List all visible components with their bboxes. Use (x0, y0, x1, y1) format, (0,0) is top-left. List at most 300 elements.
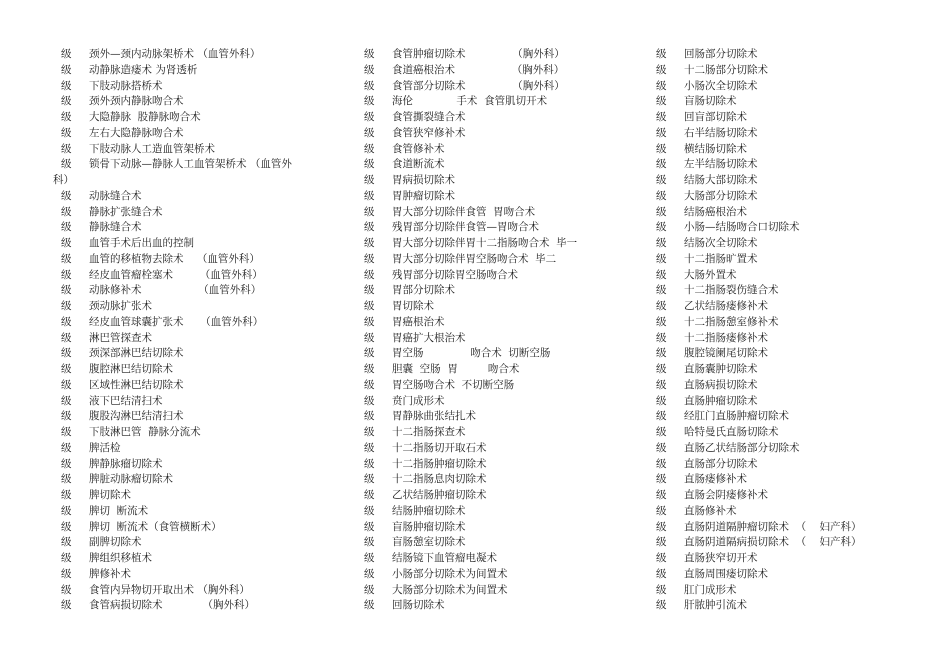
grade-label: 级 (656, 268, 667, 281)
procedure-name: 胃大部分切除伴胃空肠吻合术 毕二 (392, 252, 557, 265)
grade-label: 级 (364, 441, 375, 454)
grade-label: 级 (364, 599, 375, 612)
procedure-name: 大肠部分切除术为间置术 (392, 583, 508, 596)
grade-label: 级 (61, 95, 72, 108)
procedure-name: 直肠肿瘤切除术 (684, 394, 758, 407)
procedure-row (53, 583, 338, 599)
procedure-row (648, 457, 933, 473)
grade-label: 级 (61, 520, 72, 533)
procedure-row (356, 583, 641, 599)
grade-label: 级 (364, 347, 375, 360)
grade-label: 级 (61, 331, 72, 344)
procedure-name: 直肠部分切除术 (684, 457, 758, 470)
grade-label: 级 (656, 284, 667, 297)
grade-label: 级 (61, 457, 72, 470)
grade-label: 级 (364, 79, 375, 92)
procedure-row (648, 299, 933, 315)
procedure-name: 食管病损切除术 （胸外科） (89, 599, 256, 612)
procedure-name: 大肠外置术 (684, 268, 737, 281)
procedure-name: 乙状结肠肿瘤切除术 (392, 489, 487, 501)
procedure-row (648, 236, 933, 252)
grade-label: 级 (656, 48, 667, 60)
grade-label: 级 (364, 536, 375, 549)
grade-label: 级 (364, 331, 375, 344)
procedure-row (53, 220, 338, 236)
procedure-name: 回盲部切除术 (684, 111, 747, 123)
procedure-row (356, 520, 641, 536)
grade-label: 级 (364, 473, 375, 486)
column-1 (53, 47, 338, 614)
grade-label: 级 (364, 410, 375, 423)
procedure-name: 胃病损切除术 (392, 174, 455, 186)
grade-label: 级 (656, 394, 667, 407)
grade-label: 级 (364, 126, 375, 139)
procedure-row (648, 315, 933, 331)
procedure-name: 肝脓肿引流术 (684, 599, 747, 612)
procedure-row (53, 142, 338, 158)
procedure-row (648, 504, 933, 520)
grade-label: 级 (364, 363, 375, 375)
procedure-name: 胃空肠 吻合术 切断空肠 (392, 347, 551, 360)
grade-label: 级 (656, 567, 667, 580)
grade-label: 级 (61, 426, 72, 438)
procedure-name: 颈深部淋巴结切除术 (89, 347, 184, 360)
procedure-row (356, 425, 641, 441)
procedure-name-continuation: 科） (53, 174, 74, 186)
procedure-name: 十二指肠肿瘤切除术 (392, 457, 487, 470)
procedure-name: 食道断流术 (392, 158, 445, 171)
procedure-row (53, 94, 338, 110)
grade-label: 级 (61, 126, 72, 139)
grade-label: 级 (364, 583, 375, 596)
grade-label: 级 (61, 237, 72, 249)
grade-label: 级 (61, 79, 72, 92)
procedure-name: 结肠大部切除术 (684, 174, 758, 186)
grade-label: 级 (656, 426, 667, 438)
procedure-name: 胆囊 空肠 胃 吻合术 (392, 363, 520, 375)
procedure-row (356, 252, 641, 268)
procedure-name: 静脉缝合术 (89, 221, 142, 234)
procedure-name: 液下巴结清扫术 (89, 394, 163, 407)
grade-label: 级 (364, 142, 375, 155)
procedure-row (356, 457, 641, 473)
procedure-row (53, 362, 338, 378)
grade-label: 级 (656, 237, 667, 249)
procedure-name: 直肠周围瘘切除术 (684, 567, 768, 580)
procedure-row (356, 63, 641, 79)
grade-label: 级 (61, 63, 72, 76)
grade-label: 级 (61, 489, 72, 501)
procedure-row (356, 142, 641, 158)
procedure-row (648, 220, 933, 236)
procedure-row (356, 173, 641, 189)
grade-label: 级 (364, 95, 375, 108)
grade-label: 级 (364, 378, 375, 391)
procedure-name: 哈特曼氏直肠切除术 (684, 426, 779, 438)
grade-label: 级 (656, 504, 667, 517)
procedure-name: 十二肠部分切除术 (684, 63, 768, 76)
procedure-row (648, 205, 933, 221)
procedure-row (53, 535, 338, 551)
grade-label: 级 (364, 158, 375, 171)
procedure-row (53, 283, 338, 299)
procedure-row (53, 315, 338, 331)
procedure-row (356, 205, 641, 221)
procedure-name: 直肠囊肿切除术 (684, 363, 758, 375)
procedure-name: 胃静脉曲张结扎术 (392, 410, 476, 423)
procedure-row (53, 79, 338, 95)
procedure-name: 食管修补术 (392, 142, 445, 155)
procedure-row (356, 189, 641, 205)
grade-label: 级 (656, 63, 667, 76)
procedure-row (53, 110, 338, 126)
grade-label: 级 (656, 473, 667, 486)
procedure-row (648, 346, 933, 362)
procedure-name: 胃部分切除术 (392, 284, 455, 297)
procedure-name: 直肠阴道隔肿瘤切除术 （ 妇产科） (684, 520, 862, 533)
grade-label: 级 (364, 48, 375, 60)
procedure-row (53, 488, 338, 504)
procedure-row (648, 79, 933, 95)
grade-label: 级 (61, 536, 72, 549)
procedure-row (648, 472, 933, 488)
procedure-row (53, 567, 338, 583)
procedure-name: 直肠会阴瘘修补术 (684, 489, 768, 501)
procedure-name: 直肠狭窄切开术 (684, 552, 758, 564)
procedure-row (356, 441, 641, 457)
procedure-name: 胃大部分切除伴胃十二指肠吻合术 毕一 (392, 237, 578, 249)
procedure-name: 动脉缝合术 (89, 189, 142, 202)
procedure-row (356, 220, 641, 236)
procedure-name: 食管内异物切开取出术 （胸外科） (89, 583, 250, 596)
procedure-row (648, 110, 933, 126)
procedure-name: 经皮血管球囊扩张术 （血管外科） (89, 315, 264, 328)
procedure-name: 左半结肠切除术 (684, 158, 758, 171)
procedure-row (53, 157, 338, 189)
procedure-name: 小肠—结肠吻合口切除术 (684, 221, 800, 234)
grade-label: 级 (656, 457, 667, 470)
procedure-row (356, 299, 641, 315)
grade-label: 级 (364, 504, 375, 517)
grade-label: 级 (61, 473, 72, 486)
procedure-name: 十二指肠探查术 (392, 426, 466, 438)
procedure-name: 动脉修补术 （血管外科） (89, 284, 262, 297)
procedure-name: 食管撕裂缝合术 (392, 111, 466, 123)
grade-label: 级 (656, 315, 667, 328)
procedure-row (648, 142, 933, 158)
procedure-row (356, 472, 641, 488)
grade-label: 级 (656, 111, 667, 123)
procedure-row (648, 520, 933, 536)
procedure-row (356, 331, 641, 347)
grade-label: 级 (364, 174, 375, 186)
procedure-row (356, 567, 641, 583)
procedure-name: 颈外颈内静脉吻合术 (89, 95, 184, 108)
procedure-row (648, 488, 933, 504)
grade-label: 级 (656, 126, 667, 139)
grade-label: 级 (656, 378, 667, 391)
procedure-row (53, 425, 338, 441)
procedure-name: 脾组织移植术 (89, 552, 152, 564)
procedure-row (356, 488, 641, 504)
procedure-row (648, 583, 933, 599)
procedure-row (356, 409, 641, 425)
grade-label: 级 (61, 599, 72, 612)
grade-label: 级 (61, 111, 72, 123)
grade-label: 级 (364, 426, 375, 438)
grade-label: 级 (364, 552, 375, 564)
grade-label: 级 (364, 111, 375, 123)
procedure-name: 回肠切除术 (392, 599, 445, 612)
procedure-row (356, 598, 641, 614)
grade-label: 级 (364, 300, 375, 312)
procedure-name: 胃空肠吻合术 不切断空肠 (392, 378, 515, 391)
grade-label: 级 (656, 410, 667, 423)
grade-label: 级 (364, 315, 375, 328)
procedure-name: 肛门成形术 (684, 583, 737, 596)
procedure-name: 回肠部分切除术 (684, 48, 758, 60)
procedure-row (648, 94, 933, 110)
procedure-row (356, 362, 641, 378)
grade-label: 级 (364, 268, 375, 281)
procedure-name: 脾静脉瘤切除术 (89, 457, 163, 470)
grade-label: 级 (61, 221, 72, 234)
grade-label: 级 (364, 221, 375, 234)
procedure-row (648, 567, 933, 583)
grade-label: 级 (61, 205, 72, 218)
procedure-row (53, 252, 338, 268)
grade-label: 级 (61, 378, 72, 391)
procedure-name: 左右大隐静脉吻合术 (89, 126, 184, 139)
procedure-row (356, 268, 641, 284)
procedure-name: 胃切除术 (392, 300, 434, 312)
procedure-row (53, 441, 338, 457)
procedure-row (356, 346, 641, 362)
procedure-row (648, 173, 933, 189)
procedure-row (356, 394, 641, 410)
grade-label: 级 (61, 189, 72, 202)
procedure-row (648, 598, 933, 614)
procedure-name: 脾切 断流术（食管横断术） (89, 520, 222, 533)
procedure-row (356, 504, 641, 520)
procedure-name: 胃肿瘤切除术 (392, 189, 455, 202)
procedure-row (648, 409, 933, 425)
procedure-name: 脾切 断流术 (89, 504, 149, 517)
procedure-name: 十二指肠瘘修补术 (684, 331, 768, 344)
grade-label: 级 (656, 489, 667, 501)
grade-label: 级 (656, 221, 667, 234)
procedure-row (53, 47, 338, 63)
procedure-row (53, 236, 338, 252)
grade-label: 级 (656, 174, 667, 186)
procedure-row (356, 47, 641, 63)
procedure-row (53, 126, 338, 142)
procedure-row (648, 283, 933, 299)
procedure-name: 胃大部分切除伴食管 胃吻合术 (392, 205, 536, 218)
procedure-row (53, 346, 338, 362)
procedure-name: 结肠癌根治术 (684, 205, 747, 218)
procedure-name: 小肠部分切除术为间置术 (392, 567, 508, 580)
procedure-name: 结肠次全切除术 (684, 237, 758, 249)
procedure-name: 区域性淋巴结切除术 (89, 378, 184, 391)
procedure-name: 盲肠切除术 (684, 95, 737, 108)
procedure-row-line (53, 157, 338, 173)
procedure-name: 经肛门直肠肿瘤切除术 (684, 410, 789, 423)
grade-label: 级 (61, 441, 72, 454)
procedure-name: 淋巴管探查术 (89, 331, 152, 344)
procedure-row (53, 394, 338, 410)
procedure-name: 血管手术后出血的控制 (89, 237, 194, 249)
procedure-row (356, 157, 641, 173)
grade-label: 级 (656, 205, 667, 218)
procedure-name: 直肠病损切除术 (684, 378, 758, 391)
column-3 (648, 47, 933, 614)
procedure-row (356, 378, 641, 394)
grade-label: 级 (656, 95, 667, 108)
grade-label: 级 (61, 284, 72, 297)
grade-label: 级 (61, 48, 72, 60)
procedure-row (53, 299, 338, 315)
procedure-row (648, 535, 933, 551)
procedure-row (356, 126, 641, 142)
procedure-row (648, 378, 933, 394)
procedure-row (648, 441, 933, 457)
grade-label: 级 (61, 567, 72, 580)
procedure-row (648, 252, 933, 268)
procedure-row (356, 535, 641, 551)
procedure-name: 动静脉造瘘术 为肾透析 (89, 63, 198, 76)
procedure-row (53, 63, 338, 79)
procedure-row (648, 394, 933, 410)
procedure-name: 颈动脉扩张术 (89, 300, 152, 312)
grade-label: 级 (61, 394, 72, 407)
grade-label: 级 (656, 583, 667, 596)
procedure-name: 胃癌根治术 (392, 315, 445, 328)
grade-label: 级 (656, 520, 667, 533)
procedure-name: 直肠瘘修补术 (684, 473, 747, 486)
procedure-name: 直肠阴道隔病损切除术 （ 妇产科） (684, 536, 862, 549)
procedure-row (648, 126, 933, 142)
grade-label: 级 (61, 300, 72, 312)
procedure-name: 副脾切除术 (89, 536, 142, 549)
procedure-row (648, 551, 933, 567)
procedure-row (356, 283, 641, 299)
procedure-row (648, 331, 933, 347)
procedure-row (53, 472, 338, 488)
procedure-name: 十二指肠裂伤缝合术 (684, 284, 779, 297)
procedure-name: 下肢动脉搭桥术 (89, 79, 163, 92)
grade-label: 级 (656, 599, 667, 612)
procedure-row (356, 315, 641, 331)
procedure-name: 食管狭窄修补术 (392, 126, 466, 139)
procedure-row (53, 331, 338, 347)
procedure-name: 直肠乙状结肠部分切除术 (684, 441, 800, 454)
procedure-name: 十二指肠切开取石术 (392, 441, 487, 454)
grade-label: 级 (656, 252, 667, 265)
procedure-name: 静脉扩张缝合术 (89, 205, 163, 218)
grade-label: 级 (61, 583, 72, 596)
grade-label: 级 (61, 504, 72, 517)
procedure-row (356, 110, 641, 126)
procedure-name: 腹腔镜阑尾切除术 (684, 347, 768, 360)
procedure-name: 横结肠切除术 (684, 142, 747, 155)
grade-label: 级 (656, 142, 667, 155)
procedure-name: 胃癌扩大根治术 (392, 331, 466, 344)
procedure-name: 直肠修补术 (684, 504, 737, 517)
grade-label: 级 (61, 347, 72, 360)
grade-label: 级 (364, 189, 375, 202)
procedure-row (53, 205, 338, 221)
grade-label: 级 (656, 363, 667, 375)
procedure-row (53, 598, 338, 614)
procedure-row (648, 189, 933, 205)
procedure-name: 食管肿瘤切除术 （胸外科） (392, 48, 565, 60)
procedure-name: 海伦 手术 食管肌切开术 (392, 95, 548, 108)
grade-label: 级 (61, 158, 72, 171)
procedure-name: 右半结肠切除术 (684, 126, 758, 139)
procedure-name: 下肢动脉人工造血管架桥术 (89, 142, 215, 155)
grade-label: 级 (364, 394, 375, 407)
procedure-row (648, 47, 933, 63)
procedure-name: 食道癌根治术 （胸外科） (392, 63, 565, 76)
grade-label: 级 (656, 441, 667, 454)
procedure-name: 盲肠憩室切除术 (392, 536, 466, 549)
procedure-name: 小肠次全切除术 (684, 79, 758, 92)
column-2 (356, 47, 641, 614)
procedure-row (356, 551, 641, 567)
procedure-name: 腹腔淋巴结切除术 (89, 363, 173, 375)
procedure-row (648, 268, 933, 284)
procedure-name: 结肠肿瘤切除术 (392, 504, 466, 517)
grade-label: 级 (364, 284, 375, 297)
grade-label: 级 (61, 552, 72, 564)
procedure-name: 锁骨下动脉—静脉人工血管架桥术 （血管外 (89, 158, 292, 171)
procedure-name: 大隐静脉 股静脉吻合术 (89, 111, 201, 123)
procedure-name: 脾脏动脉瘤切除术 (89, 473, 173, 486)
procedure-row (53, 268, 338, 284)
procedure-name: 十二指肠息肉切除术 (392, 473, 487, 486)
procedure-name: 结肠镜下血管瘤电凝术 (392, 552, 497, 564)
procedure-name: 腹股沟淋巴结清扫术 (89, 410, 184, 423)
procedure-name: 大肠部分切除术 (684, 189, 758, 202)
procedure-name: 下肢淋巴管 静脉分流术 (89, 426, 201, 438)
grade-label: 级 (364, 457, 375, 470)
grade-label: 级 (61, 268, 72, 281)
grade-label: 级 (364, 63, 375, 76)
grade-label: 级 (656, 331, 667, 344)
grade-label: 级 (61, 315, 72, 328)
procedure-row (356, 94, 641, 110)
procedure-row (53, 409, 338, 425)
procedure-name: 脾修补术 (89, 567, 131, 580)
grade-label: 级 (656, 79, 667, 92)
grade-label: 级 (364, 567, 375, 580)
procedure-name: 贲门成形术 (392, 394, 445, 407)
procedure-row (53, 551, 338, 567)
procedure-row (53, 520, 338, 536)
procedure-row (356, 79, 641, 95)
procedure-row (53, 504, 338, 520)
procedure-row (356, 236, 641, 252)
procedure-row (648, 63, 933, 79)
procedure-name: 血管的移植物去除术 （血管外科） (89, 252, 260, 265)
grade-label: 级 (364, 489, 375, 501)
procedure-name: 残胃部分切除胃空肠吻合术 (392, 268, 518, 281)
grade-label: 级 (656, 552, 667, 564)
procedure-row (53, 189, 338, 205)
procedure-name: 残胃部分切除伴食管—胃吻合术 (392, 221, 539, 234)
procedure-name: 食管部分切除术 （胸外科） (392, 79, 565, 92)
